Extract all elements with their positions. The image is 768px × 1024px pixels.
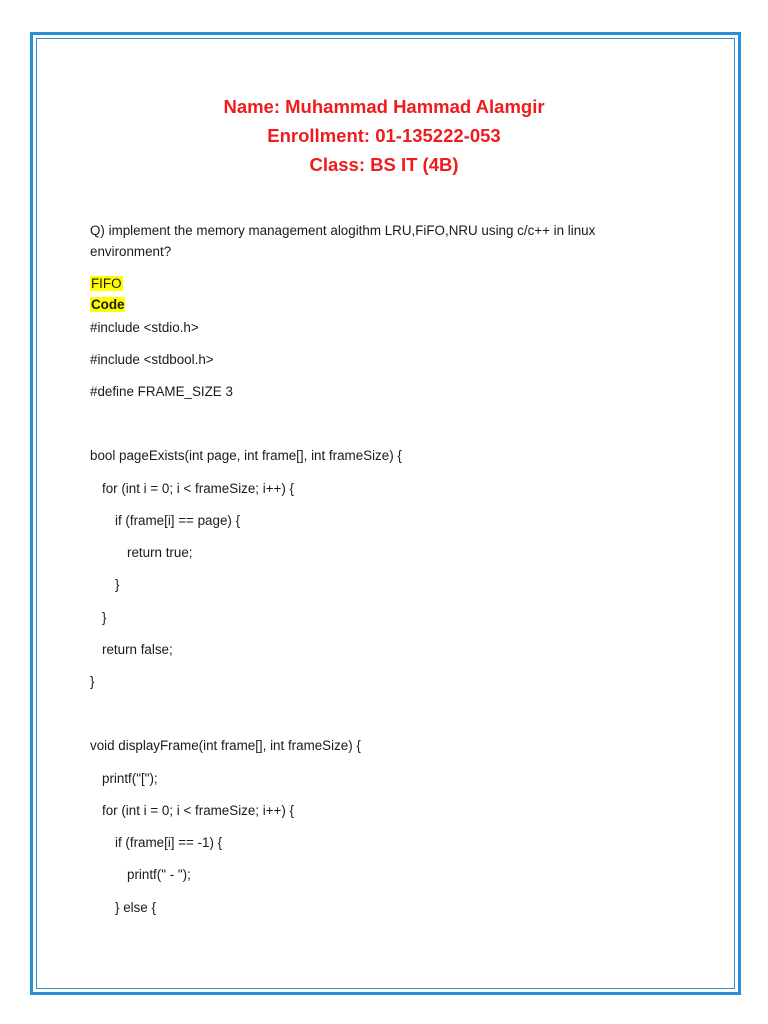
code-line: printf(" - "); (127, 867, 191, 882)
code-line: } else { (115, 900, 156, 915)
student-name: Name: Muhammad Hammad Alamgir (223, 96, 545, 117)
code-line: if (frame[i] == page) { (115, 513, 241, 528)
code-line: for (int i = 0; i < frameSize; i++) { (102, 481, 295, 496)
question-text: Q) implement the memory management alogithm LRU,FiFO,NRU using c/c++ in linux environment? (90, 223, 596, 259)
code-line: return false; (102, 642, 173, 657)
code-line: } (102, 610, 107, 625)
code-line: bool pageExists(int page, int frame[], int frameSize) { (90, 448, 402, 463)
code-line: return true; (127, 545, 193, 560)
code-line: #include <stdbool.h> (90, 352, 214, 367)
code-line: for (int i = 0; i < frameSize; i++) { (102, 803, 295, 818)
code-label (90, 296, 125, 314)
code-line: } (115, 577, 120, 592)
student-header (0, 92, 768, 179)
code-highlight: Code (91, 297, 125, 312)
code-line: if (frame[i] == -1) { (115, 835, 223, 850)
code-line: #define FRAME_SIZE 3 (90, 384, 233, 399)
code-line: void displayFrame(int frame[], int frameSize) { (90, 738, 361, 753)
code-line: #include <stdio.h> (90, 320, 199, 335)
student-enrollment: Enrollment: 01-135222-053 (267, 125, 501, 146)
student-class: Class: BS IT (4B) (309, 154, 459, 175)
fifo-highlight: FIFO (91, 276, 122, 291)
code-line: } (90, 674, 95, 689)
code-line: printf("["); (102, 771, 158, 786)
section-label-fifo (90, 275, 123, 293)
